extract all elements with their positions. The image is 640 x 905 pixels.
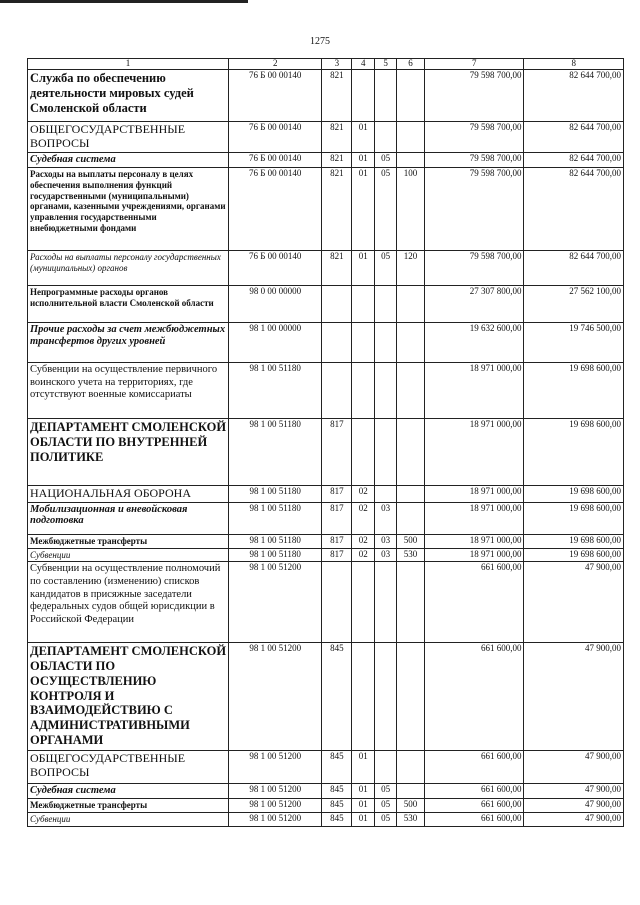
column-header: 5	[375, 59, 397, 70]
expense-type-code	[396, 751, 424, 784]
amount-year-2: 19 698 600,00	[524, 534, 624, 548]
expense-type-code	[396, 502, 424, 534]
row-name-cell: ДЕПАРТАМЕНТ СМОЛЕНСКОЙ ОБЛАСТИ ПО ОСУЩЕСТВЛЕНИЮ КОНТРОЛЯ И ВЗАИМОДЕЙСТВИЮ С АДМИНИСТРАТИВНЫМИ ОРГАНАМИ	[28, 643, 229, 751]
subsection-code: 05	[375, 251, 397, 286]
subsection-code	[375, 751, 397, 784]
row-name-cell: ОБЩЕГОСУДАРСТВЕННЫЕ ВОПРОСЫ	[28, 122, 229, 153]
expense-type-code: 530	[396, 813, 424, 827]
subsection-code: 05	[375, 168, 397, 251]
ministry-code	[322, 286, 352, 323]
column-header: 7	[424, 59, 524, 70]
amount-year-1: 18 971 000,00	[424, 486, 524, 503]
target-article-code: 98 1 00 51180	[229, 534, 322, 548]
amount-year-1: 79 598 700,00	[424, 70, 524, 122]
ministry-code: 845	[322, 751, 352, 784]
expense-type-code	[396, 122, 424, 153]
expense-type-code	[396, 323, 424, 363]
amount-year-1: 661 600,00	[424, 799, 524, 813]
target-article-code: 76 Б 00 00140	[229, 168, 322, 251]
section-code: 02	[352, 502, 375, 534]
expense-type-code	[396, 363, 424, 419]
table-row	[28, 168, 624, 251]
amount-year-1: 27 307 800,00	[424, 286, 524, 323]
subsection-code	[375, 562, 397, 643]
row-name-cell: ОБЩЕГОСУДАРСТВЕННЫЕ ВОПРОСЫ	[28, 751, 229, 784]
ministry-code	[322, 323, 352, 363]
ministry-code: 845	[322, 643, 352, 751]
ministry-code: 845	[322, 813, 352, 827]
amount-year-1: 19 632 600,00	[424, 323, 524, 363]
table-row	[28, 534, 624, 548]
table-row	[28, 643, 624, 751]
table-row	[28, 286, 624, 323]
table-row	[28, 70, 624, 122]
table-row	[28, 122, 624, 153]
expense-type-code	[396, 486, 424, 503]
amount-year-2: 47 900,00	[524, 751, 624, 784]
row-name-cell: Расходы на выплаты персоналу государственных (муниципальных) органов	[28, 251, 229, 286]
expense-type-code	[396, 70, 424, 122]
subsection-code: 05	[375, 813, 397, 827]
amount-year-2: 47 900,00	[524, 562, 624, 643]
ministry-code: 817	[322, 486, 352, 503]
amount-year-1: 18 971 000,00	[424, 363, 524, 419]
amount-year-1: 79 598 700,00	[424, 251, 524, 286]
section-code: 01	[352, 251, 375, 286]
row-name-cell: Расходы на выплаты персоналу в целях обеспечения выполнения функций государственными (муниципальными) органами, казенными учреждениями, органами управления государственными внебюджетными фондами	[28, 168, 229, 251]
amount-year-2: 27 562 100,00	[524, 286, 624, 323]
section-code: 01	[352, 168, 375, 251]
ministry-code: 821	[322, 251, 352, 286]
table-row	[28, 799, 624, 813]
expense-type-code	[396, 784, 424, 799]
target-article-code: 76 Б 00 00140	[229, 153, 322, 168]
section-code	[352, 70, 375, 122]
row-name-cell: Межбюджетные трансферты	[28, 799, 229, 813]
row-name-cell: Непрограммные расходы органов исполнительной власти Смоленской области	[28, 286, 229, 323]
amount-year-2: 19 698 600,00	[524, 502, 624, 534]
row-name-cell: Межбюджетные трансферты	[28, 534, 229, 548]
column-header: 6	[396, 59, 424, 70]
column-header: 4	[352, 59, 375, 70]
table-row	[28, 486, 624, 503]
row-name-cell: Судебная система	[28, 153, 229, 168]
subsection-code: 03	[375, 534, 397, 548]
target-article-code: 98 1 00 51200	[229, 784, 322, 799]
column-header: 8	[524, 59, 624, 70]
ministry-code: 817	[322, 534, 352, 548]
row-name-cell: ДЕПАРТАМЕНТ СМОЛЕНСКОЙ ОБЛАСТИ ПО ВНУТРЕННЕЙ ПОЛИТИКЕ	[28, 419, 229, 486]
subsection-code: 05	[375, 153, 397, 168]
row-name-cell: НАЦИОНАЛЬНАЯ ОБОРОНА	[28, 486, 229, 503]
column-header: 1	[28, 59, 229, 70]
ministry-code: 817	[322, 419, 352, 486]
amount-year-2: 19 698 600,00	[524, 486, 624, 503]
ministry-code: 821	[322, 153, 352, 168]
section-code	[352, 562, 375, 643]
amount-year-1: 79 598 700,00	[424, 122, 524, 153]
target-article-code: 98 1 00 00000	[229, 323, 322, 363]
table-row	[28, 419, 624, 486]
page-number: 1275	[310, 36, 330, 47]
target-article-code: 98 1 00 51200	[229, 813, 322, 827]
amount-year-2: 19 746 500,00	[524, 323, 624, 363]
column-header-row	[28, 59, 624, 70]
section-code: 01	[352, 751, 375, 784]
expense-type-code	[396, 153, 424, 168]
amount-year-2: 82 644 700,00	[524, 70, 624, 122]
subsection-code: 03	[375, 502, 397, 534]
section-code	[352, 643, 375, 751]
subsection-code	[375, 419, 397, 486]
amount-year-1: 18 971 000,00	[424, 534, 524, 548]
amount-year-1: 661 600,00	[424, 813, 524, 827]
ministry-code: 821	[322, 168, 352, 251]
target-article-code: 98 1 00 51200	[229, 751, 322, 784]
subsection-code: 05	[375, 784, 397, 799]
table-row	[28, 751, 624, 784]
column-header: 2	[229, 59, 322, 70]
target-article-code: 98 1 00 51180	[229, 548, 322, 562]
amount-year-1: 79 598 700,00	[424, 153, 524, 168]
expense-type-code: 120	[396, 251, 424, 286]
amount-year-2: 19 698 600,00	[524, 419, 624, 486]
amount-year-2: 47 900,00	[524, 799, 624, 813]
section-code: 02	[352, 534, 375, 548]
row-name-cell: Судебная система	[28, 784, 229, 799]
table-row	[28, 323, 624, 363]
amount-year-2: 82 644 700,00	[524, 251, 624, 286]
section-code: 02	[352, 548, 375, 562]
expense-type-code	[396, 419, 424, 486]
amount-year-2: 82 644 700,00	[524, 168, 624, 251]
expense-type-code: 530	[396, 548, 424, 562]
table-row	[28, 363, 624, 419]
table-row	[28, 784, 624, 799]
expense-type-code: 500	[396, 534, 424, 548]
amount-year-2: 19 698 600,00	[524, 363, 624, 419]
table-row	[28, 251, 624, 286]
target-article-code: 98 1 00 51180	[229, 419, 322, 486]
subsection-code	[375, 122, 397, 153]
table-row	[28, 813, 624, 827]
section-code: 01	[352, 153, 375, 168]
target-article-code: 98 1 00 51180	[229, 502, 322, 534]
amount-year-2: 82 644 700,00	[524, 153, 624, 168]
section-code	[352, 286, 375, 323]
ministry-code: 817	[322, 502, 352, 534]
row-name-cell: Субвенции	[28, 813, 229, 827]
top-rule	[0, 0, 248, 3]
amount-year-2: 47 900,00	[524, 784, 624, 799]
target-article-code: 98 1 00 51200	[229, 799, 322, 813]
table-row	[28, 562, 624, 643]
section-code	[352, 419, 375, 486]
section-code	[352, 323, 375, 363]
row-name-cell: Прочие расходы за счет межбюджетных трансфертов других уровней	[28, 323, 229, 363]
target-article-code: 76 Б 00 00140	[229, 251, 322, 286]
expense-type-code	[396, 643, 424, 751]
target-article-code: 98 1 00 51200	[229, 562, 322, 643]
section-code: 02	[352, 486, 375, 503]
target-article-code: 76 Б 00 00140	[229, 122, 322, 153]
amount-year-2: 47 900,00	[524, 813, 624, 827]
subsection-code: 03	[375, 548, 397, 562]
subsection-code	[375, 643, 397, 751]
section-code	[352, 363, 375, 419]
target-article-code: 76 Б 00 00140	[229, 70, 322, 122]
target-article-code: 98 1 00 51180	[229, 363, 322, 419]
column-header: 3	[322, 59, 352, 70]
amount-year-2: 82 644 700,00	[524, 122, 624, 153]
amount-year-1: 661 600,00	[424, 562, 524, 643]
table-row	[28, 502, 624, 534]
ministry-code	[322, 363, 352, 419]
ministry-code	[322, 562, 352, 643]
ministry-code: 845	[322, 799, 352, 813]
amount-year-1: 661 600,00	[424, 751, 524, 784]
ministry-code: 821	[322, 70, 352, 122]
section-code: 01	[352, 122, 375, 153]
row-name-cell: Субвенции	[28, 548, 229, 562]
row-name-cell: Субвенции на осуществление первичного воинского учета на территориях, где отсутствуют военные комиссариаты	[28, 363, 229, 419]
expense-type-code	[396, 562, 424, 643]
budget-table	[27, 58, 624, 827]
expense-type-code: 500	[396, 799, 424, 813]
target-article-code: 98 1 00 51180	[229, 486, 322, 503]
amount-year-1: 79 598 700,00	[424, 168, 524, 251]
amount-year-2: 47 900,00	[524, 643, 624, 751]
subsection-code	[375, 70, 397, 122]
amount-year-1: 18 971 000,00	[424, 502, 524, 534]
ministry-code: 817	[322, 548, 352, 562]
subsection-code: 05	[375, 799, 397, 813]
table-row	[28, 153, 624, 168]
subsection-code	[375, 286, 397, 323]
subsection-code	[375, 363, 397, 419]
amount-year-1: 18 971 000,00	[424, 419, 524, 486]
row-name-cell: Мобилизационная и вневойсковая подготовка	[28, 502, 229, 534]
row-name-cell: Субвенции на осуществление полномочий по составлению (изменению) списков кандидатов в присяжные заседатели федеральных судов общей юрисдикции в Российской Федерации	[28, 562, 229, 643]
section-code: 01	[352, 799, 375, 813]
target-article-code: 98 0 00 00000	[229, 286, 322, 323]
ministry-code: 821	[322, 122, 352, 153]
section-code: 01	[352, 813, 375, 827]
table-row	[28, 548, 624, 562]
subsection-code	[375, 486, 397, 503]
row-name-cell: Служба по обеспечению деятельности мировых судей Смоленской области	[28, 70, 229, 122]
amount-year-1: 661 600,00	[424, 643, 524, 751]
subsection-code	[375, 323, 397, 363]
amount-year-2: 19 698 600,00	[524, 548, 624, 562]
section-code: 01	[352, 784, 375, 799]
expense-type-code	[396, 286, 424, 323]
ministry-code: 845	[322, 784, 352, 799]
expense-type-code: 100	[396, 168, 424, 251]
amount-year-1: 18 971 000,00	[424, 548, 524, 562]
target-article-code: 98 1 00 51200	[229, 643, 322, 751]
amount-year-1: 661 600,00	[424, 784, 524, 799]
